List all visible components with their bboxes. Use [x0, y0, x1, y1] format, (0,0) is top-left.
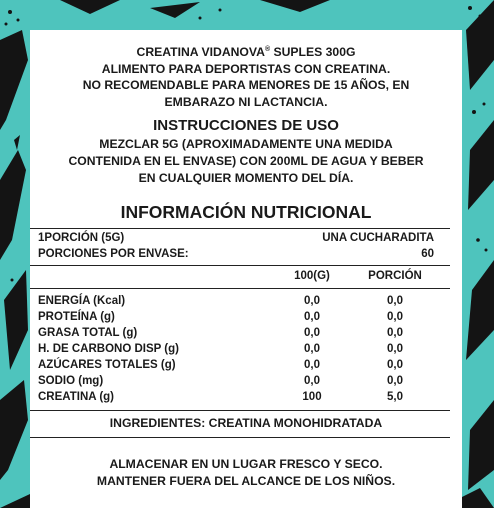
nutrient-value-100g: 0,0 — [304, 327, 320, 339]
nutrient-name: CREATINA (g) — [38, 391, 115, 403]
serving-size-row — [38, 232, 442, 248]
table-rule — [30, 265, 450, 266]
servings-label: PORCIONES POR ENVASE: — [38, 248, 189, 260]
nutrition-title: INFORMACIÓN NUTRICIONAL — [120, 202, 372, 222]
product-name-line — [30, 44, 462, 61]
nutrient-row — [38, 391, 442, 407]
nutrient-name: SODIO (mg) — [38, 375, 104, 387]
nutrient-value-100g: 0,0 — [304, 359, 320, 371]
serving-size-value: UNA CUCHARADITA — [322, 232, 434, 244]
servings-per-container-row — [38, 248, 442, 264]
product-intro — [30, 44, 462, 110]
nutrient-value-100g: 0,0 — [304, 375, 320, 387]
instructions-line-1: MEZCLAR 5G (APROXIMADAMENTE UNA MEDIDA — [99, 137, 393, 151]
column-header-portion: PORCIÓN — [368, 270, 422, 282]
instructions-line-2: CONTENIDA EN EL ENVASE) CON 200ML DE AGUA Y BEBER — [68, 154, 424, 168]
nutrient-row — [38, 343, 442, 359]
nutrient-row — [38, 375, 442, 391]
registered-mark: ® — [264, 46, 271, 53]
instructions-text — [30, 136, 462, 187]
nutrient-value-portion: 0,0 — [387, 359, 403, 371]
table-top-rule — [30, 228, 450, 229]
nutrient-value-100g: 0,0 — [304, 343, 320, 355]
storage-line-2: MANTENER FUERA DEL ALCANCE DE LOS NIÑOS. — [96, 473, 396, 488]
instructions-title: INSTRUCCIONES DE USO — [153, 117, 339, 134]
column-header-row — [38, 270, 442, 286]
ingredients-text: INGREDIENTES: CREATINA MONOHIDRATADA — [109, 416, 383, 430]
serving-size-label: 1PORCIÓN (5G) — [38, 232, 125, 244]
nutrient-value-portion: 0,0 — [387, 343, 403, 355]
nutrient-name: PROTEÍNA (g) — [38, 311, 115, 323]
nutrient-name: ENERGÍA (Kcal) — [38, 295, 126, 307]
table-rule — [30, 410, 450, 411]
nutrient-value-100g: 100 — [302, 391, 322, 403]
servings-value: 60 — [421, 248, 434, 260]
nutrient-name: H. DE CARBONO DISP (g) — [38, 343, 179, 355]
product-description: ALIMENTO PARA DEPORTISTAS CON CREATINA. — [101, 61, 391, 76]
product-name-suffix: SUPLES 300G — [270, 45, 356, 59]
nutrient-value-portion: 0,0 — [387, 311, 403, 323]
instructions-line-3: EN CUALQUIER MOMENTO DEL DÍA. — [138, 171, 354, 185]
column-header-100g: 100(G) — [294, 270, 330, 282]
nutrient-value-100g: 0,0 — [304, 311, 320, 323]
nutrient-value-portion: 0,0 — [387, 295, 403, 307]
nutrient-row — [38, 327, 442, 343]
warning-line-2: EMBARAZO NI LACTANCIA. — [164, 94, 328, 109]
table-bottom-rule — [30, 437, 450, 438]
nutrient-value-portion: 0,0 — [387, 327, 403, 339]
nutrient-name: GRASA TOTAL (g) — [38, 327, 138, 339]
product-name: CREATINA VIDANOVA — [136, 45, 265, 59]
nutrient-row — [38, 311, 442, 327]
table-rule — [30, 288, 450, 289]
nutrient-value-portion: 5,0 — [387, 391, 403, 403]
warning-line-1: NO RECOMENDABLE PARA MENORES DE 15 AÑOS, EN — [82, 78, 410, 92]
storage-line-1: ALMACENAR EN UN LUGAR FRESCO Y SECO. — [109, 457, 383, 471]
nutrient-value-100g: 0,0 — [304, 295, 320, 307]
nutrient-row — [38, 359, 442, 375]
nutrient-row — [38, 295, 442, 311]
nutrient-name: AZÚCARES TOTALES (g) — [38, 359, 176, 371]
nutrient-value-portion: 0,0 — [387, 375, 403, 387]
